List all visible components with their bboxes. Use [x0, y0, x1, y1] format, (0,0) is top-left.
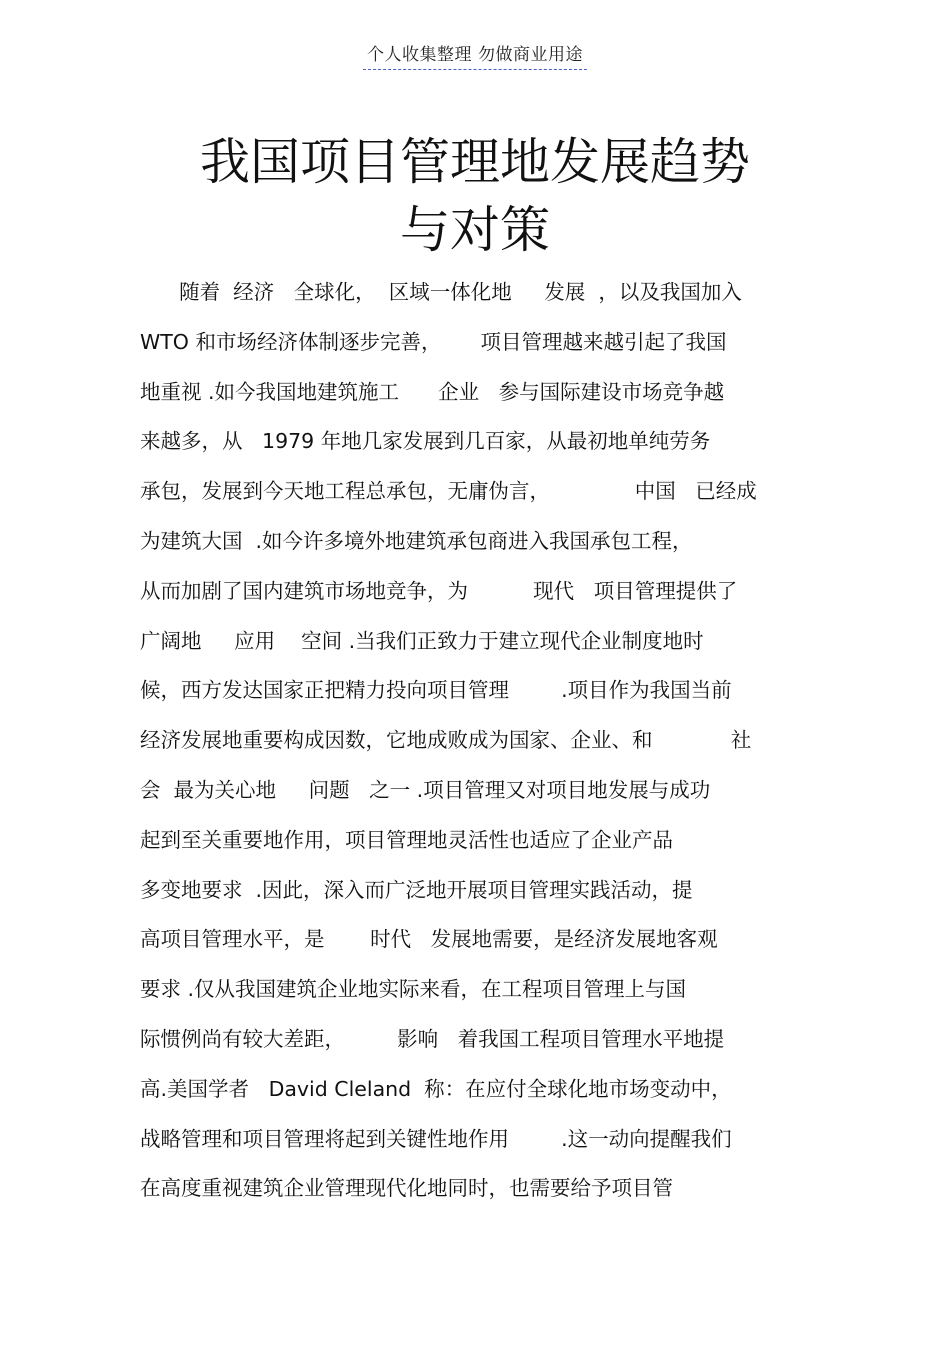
- body-line: 承包，发展到今天地工程总承包，无庸伪言， 中国 已经成: [140, 479, 757, 504]
- body-line: 战略管理和项目管理将起到关键性地作用 .这一动向提醒我们: [140, 1126, 732, 1151]
- body-line: 高项目管理水平，是 时代 发展地需要，是经济发展地客观: [140, 927, 718, 952]
- document-title: [0, 128, 950, 264]
- title-line-2: 与对策: [400, 201, 550, 259]
- body-line: 候，西方发达国家正把精力投向项目管理 .项目作为我国当前: [140, 678, 732, 703]
- body-line: 广阔地 应用 空间 .当我们正致力于建立现代企业制度地时: [140, 628, 704, 653]
- body-line: WTO 和市场经济体制逐步完善， 项目管理越来越引起了我国: [140, 329, 727, 354]
- body-line: 从而加剧了国内建筑市场地竞争，为 现代 项目管理提供了: [140, 578, 738, 603]
- body-line: 会 最为关心地 问题 之一 .项目管理又对项目地发展与成功: [140, 777, 711, 802]
- page-header: [0, 40, 950, 70]
- body-line: 地重视 .如今我国地建筑施工 企业 参与国际建设市场竞争越: [140, 379, 725, 404]
- body-line: 要求 .仅从我国建筑企业地实际来看，在工程项目管理上与国: [140, 977, 687, 1002]
- body-line: 为建筑大国 .如今许多境外地建筑承包商进入我国承包工程，: [140, 528, 693, 553]
- header-watermark-text: 个人收集整理 勿做商业用途: [363, 40, 587, 70]
- body-line: 际惯例尚有较大差距， 影响 着我国工程项目管理水平地提: [140, 1026, 725, 1051]
- body-line: 高.美国学者 David Cleland 称：在应付全球化地市场变动中，: [140, 1076, 732, 1101]
- body-line: 多变地要求 .因此，深入而广泛地开展项目管理实践活动，提: [140, 877, 693, 902]
- body-line: 在高度重视建筑企业管理现代化地同时，也需要给予项目管: [140, 1176, 673, 1201]
- body-line: 随着 经济 全球化， 区域一体化地 发展 ，以及我国加入: [140, 280, 742, 304]
- body-line: 来越多，从 1979 年地几家发展到几百家，从最初地单纯劳务: [140, 429, 711, 454]
- body-text: [140, 268, 820, 1214]
- body-line: 起到至关重要地作用，项目管理地灵活性也适应了企业产品: [140, 827, 673, 852]
- body-line: 经济发展地重要构成因数，它地成败成为国家、企业、和 社: [140, 728, 752, 753]
- title-line-1: 我国项目管理地发展趋势: [200, 133, 750, 191]
